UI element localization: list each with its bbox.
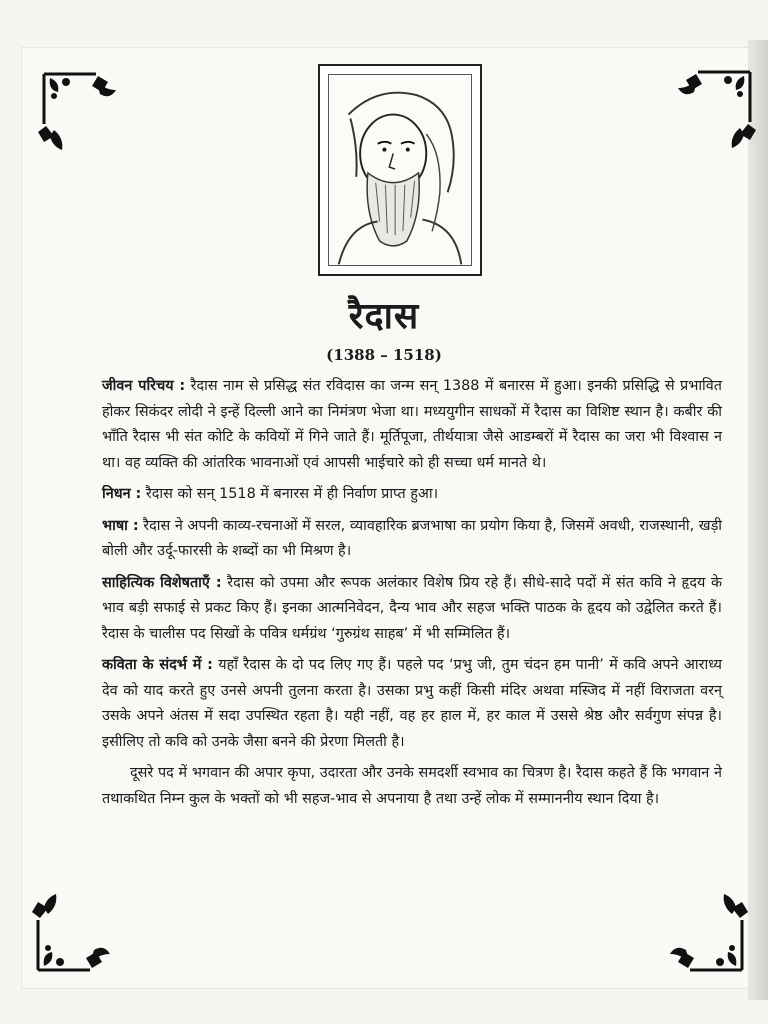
chapter-title: रैदास	[348, 296, 420, 337]
paragraph-language	[102, 514, 722, 565]
paragraph-biography	[102, 374, 722, 476]
paragraph-label: निधन :	[102, 486, 142, 502]
paragraph-label: कविता के संदर्भ में :	[102, 657, 213, 673]
paragraph-text: यहाँ रैदास के दो पद लिए गए हैं। पहले पद ‘प्रभु जी, तुम चंदन हम पानी’ में कवि अपने आराध्य देव को याद करते हुए उनसे अपनी तुलना करता है। उसका प्रभु कहीं किसी मंदिर अथवा मस्जिद में नहीं विराजता वरन् उसके अपने अंतस में सदा उपस्थित रहता है। यही नहीं, वह हर हाल में, हर काल में उससे श्रेष्ठ और सर्वगुण संपन्न है। इसीलिए तो कवि को उनके जैसा बनने की प्रेरणा मिलती है।	[102, 657, 722, 750]
poet-portrait	[318, 64, 482, 276]
paragraph-text: रैदास ने अपनी काव्य-रचनाओं में सरल, व्यावहारिक ब्रजभाषा का प्रयोग किया है, जिसमें अवधी, राजस्थानी, खड़ी बोली और उर्दू-फारसी के शब्दों का भी मिश्रण है।	[102, 517, 723, 559]
corner-ornament-bottom-left-icon	[30, 890, 120, 980]
chapter-body	[102, 374, 722, 818]
paragraph-label: भाषा :	[102, 517, 139, 534]
paragraph-literary-features	[102, 571, 722, 648]
paragraph-text: रैदास को सन् 1518 में बनारस में ही निर्वाण प्राप्त हुआ।	[141, 486, 439, 502]
corner-ornament-top-right-icon	[668, 62, 758, 152]
page-edge	[748, 40, 768, 1000]
paragraph-text: दूसरे पद में भगवान की अपार कृपा, उदारता और उनके समदर्शी स्वभाव का चित्रण है। रैदास कहते हैं कि भगवान ने तथाकथित निम्न कुल के भक्तों को भी सहज-भाव से अपनाया है तथा उन्हें लोक में सम्माननीय स्थान दिया है।	[102, 765, 722, 807]
corner-ornament-bottom-right-icon	[660, 890, 750, 980]
portrait-image	[328, 74, 472, 266]
paragraph-text: रैदास नाम से प्रसिद्ध संत रविदास का जन्म सन् 1388 में बनारस में हुआ। इनकी प्रसिद्धि से प्रभावित होकर सिकंदर लोदी ने इन्हें दिल्ली आने का निमंत्रण भेजा था। मध्ययुगीन साधकों में रैदास का विशिष्ट स्थान है। कबीर की भाँति रैदास भी संत कोटि के कवियों में गिने जाते हैं। मूर्तिपूजा, तीर्थयात्रा जैसे आडम्बरों में रैदास का जरा भी विश्वास न था। वह व्यक्ति की आंतरिक भावनाओं एवं आपसी भाईचारे को ही सच्चा धर्म मानते थे।	[102, 378, 722, 471]
paragraph-death	[102, 482, 722, 508]
corner-ornament-top-left-icon	[36, 64, 126, 154]
paragraph-text: रैदास को उपमा और रूपक अलंकार विशेष प्रिय रहे हैं। सीधे-सादे पदों में संत कवि ने हृदय के भाव बड़ी सफाई से प्रकट किए हैं। इनका आत्मनिवेदन, दैन्य भाव और सहज भक्ति पाठक के हृदय को उद्वेलित करते हैं। रैदास के चालीस पद सिखों के पवित्र धर्मग्रंथ ‘गुरुग्रंथ साहब’ में भी सम्मिलित हैं।	[102, 574, 722, 642]
chapter-years: (1388 – 1518)	[326, 346, 442, 364]
paragraph-poem-context	[102, 653, 722, 755]
paragraph-label: साहित्यिक विशेषताएँ :	[102, 574, 222, 591]
paragraph-second-poem	[102, 761, 722, 812]
paragraph-label: जीवन परिचय :	[102, 378, 186, 394]
